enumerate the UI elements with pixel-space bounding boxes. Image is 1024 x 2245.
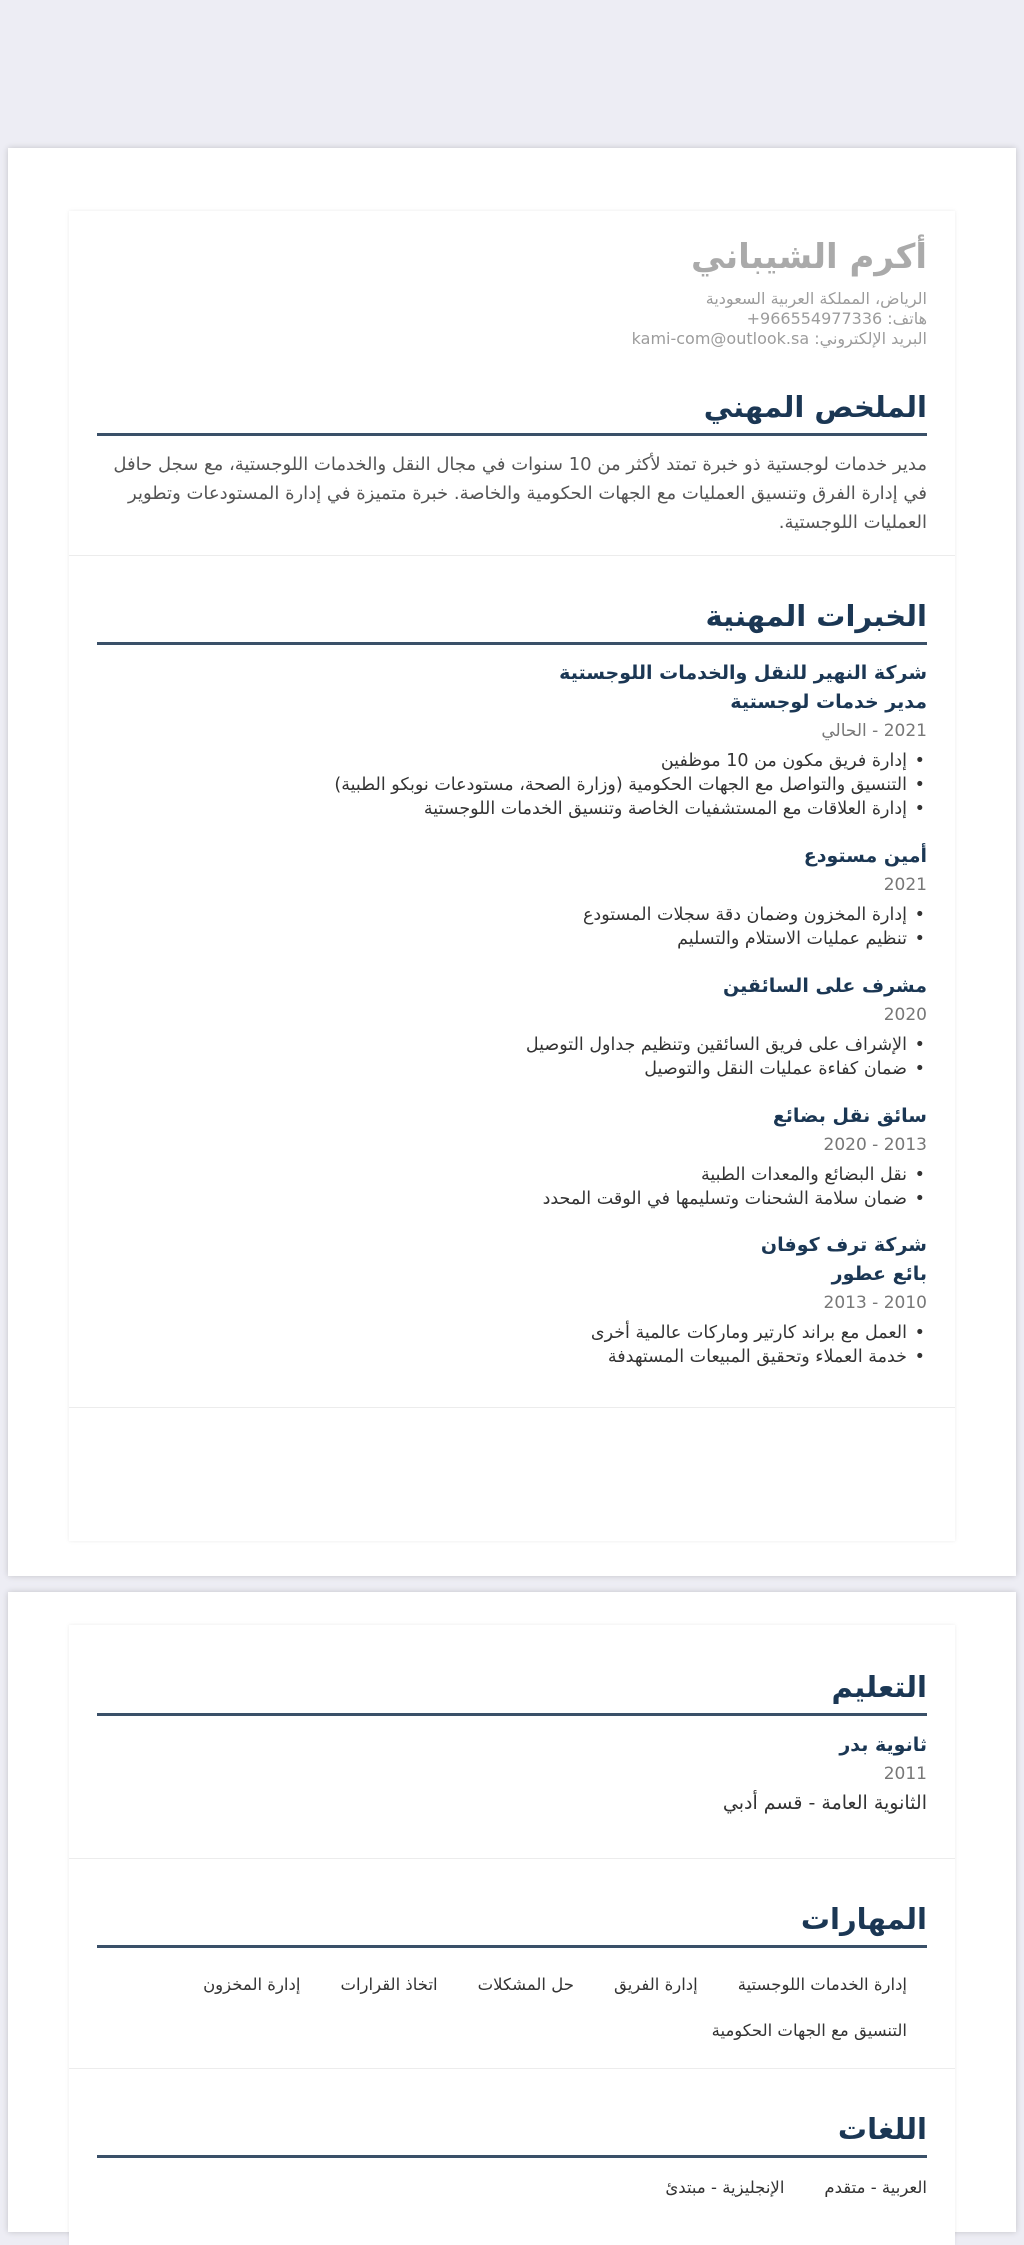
job-dates: 2021 - الحالي xyxy=(821,721,927,741)
job-role: مشرف على السائقين xyxy=(723,975,927,997)
summary-section xyxy=(97,389,927,555)
duty-item: • التنسيق والتواصل مع الجهات الحكومية (وزارة الصحة، مستودعات نوبكو الطبية) xyxy=(97,773,907,797)
email-label: البريد الإلكتروني: xyxy=(814,329,927,348)
resume-card xyxy=(69,211,955,1541)
language-item: العربية - متقدم xyxy=(824,2178,927,2197)
graduation-year: 2011 xyxy=(883,1764,927,1784)
skills-section xyxy=(97,1901,927,2068)
job-entry xyxy=(97,1231,927,1369)
duty-item: • تنظيم عمليات الاستلام والتسليم xyxy=(97,927,907,951)
job-entry xyxy=(97,1101,927,1211)
job-duties xyxy=(97,749,927,821)
skill-item: اتخاذ القرارات xyxy=(340,1975,438,1994)
duty-item: • إدارة العلاقات مع المستشفيات الخاصة وتنسيق الخدمات اللوجستية xyxy=(97,797,907,821)
skill-item: إدارة المخزون xyxy=(203,1975,301,1994)
duty-item: • خدمة العملاء وتحقيق المبيعات المستهدفة xyxy=(97,1345,907,1369)
duty-item: • ضمان كفاءة عمليات النقل والتوصيل xyxy=(97,1057,907,1081)
job-role: مدير خدمات لوجستية xyxy=(730,691,927,713)
phone-label: هاتف: xyxy=(887,309,927,328)
summary-text: مدير خدمات لوجستية ذو خبرة تمتد لأكثر من 10 سنوات في مجال النقل والخدمات اللوجستية، مع سجل حافل في إدارة الفرق وتنسيق العمليات مع الجهات الحكومية والخاصة. خبرة متميزة في إدارة المستودعات وتطوير العمليات اللوجستية. xyxy=(113,454,927,533)
skill-item: التنسيق مع الجهات الحكومية xyxy=(711,2021,907,2040)
duty-item: • إدارة فريق مكون من 10 موظفين xyxy=(97,749,907,773)
job-duties xyxy=(97,1321,927,1369)
skills-title: المهارات xyxy=(97,1901,927,1948)
phone-number: +966554977336 xyxy=(746,309,883,328)
skills-list xyxy=(97,1948,927,2054)
skill-item: إدارة الفريق xyxy=(613,1975,698,1994)
job-entry xyxy=(97,841,927,951)
email-line xyxy=(97,329,927,349)
company-name: شركة النهير للنقل والخدمات اللوجستية xyxy=(559,662,927,684)
languages-title: اللغات xyxy=(97,2111,927,2158)
job-dates: 2013 - 2020 xyxy=(823,1135,927,1155)
resume-header xyxy=(97,211,927,389)
experience-section xyxy=(97,598,927,1407)
education-title: التعليم xyxy=(97,1669,927,1716)
resume-card xyxy=(69,1625,955,2245)
degree: الثانوية العامة - قسم أدبي xyxy=(722,1792,927,1814)
languages-list xyxy=(97,2158,927,2200)
skill-item: إدارة الخدمات اللوجستية xyxy=(737,1975,907,1994)
duty-item: • إدارة المخزون وضمان دقة سجلات المستودع xyxy=(97,903,907,927)
job-role: بائع عطور xyxy=(831,1263,927,1285)
experience-title: الخبرات المهنية xyxy=(97,598,927,645)
duty-item: • العمل مع براند كارتير وماركات عالمية أخرى xyxy=(97,1321,907,1345)
section-divider xyxy=(69,1407,955,1408)
education-section xyxy=(97,1669,927,1858)
location: الرياض، المملكة العربية السعودية xyxy=(705,289,927,308)
candidate-name: أكرم الشيباني xyxy=(690,237,927,277)
resume-page-2 xyxy=(8,1592,1016,2232)
resume-page-1 xyxy=(8,148,1016,1576)
job-dates: 2010 - 2013 xyxy=(823,1293,927,1313)
email-address: kami-com@outlook.sa xyxy=(631,329,810,348)
job-entry xyxy=(97,659,927,821)
phone-line xyxy=(97,309,927,329)
job-entry xyxy=(97,971,927,1081)
school-name: ثانوية بدر xyxy=(839,1734,927,1756)
job-dates: 2020 xyxy=(883,1005,927,1025)
duty-item: • الإشراف على فريق السائقين وتنظيم جداول التوصيل xyxy=(97,1033,907,1057)
skill-item: حل المشكلات xyxy=(477,1975,574,1994)
language-item: الإنجليزية - مبتدئ xyxy=(665,2178,785,2197)
job-role: سائق نقل بضائع xyxy=(772,1105,927,1127)
languages-section xyxy=(97,2111,927,2218)
job-role: أمين مستودع xyxy=(803,845,927,867)
company-name: شركة ترف كوفان xyxy=(760,1234,927,1256)
summary-title: الملخص المهني xyxy=(97,389,927,436)
duty-item: • ضمان سلامة الشحنات وتسليمها في الوقت المحدد xyxy=(97,1187,907,1211)
job-duties xyxy=(97,1163,927,1211)
job-duties xyxy=(97,903,927,951)
job-duties xyxy=(97,1033,927,1081)
duty-item: • نقل البضائع والمعدات الطبية xyxy=(97,1163,907,1187)
job-dates: 2021 xyxy=(883,875,927,895)
